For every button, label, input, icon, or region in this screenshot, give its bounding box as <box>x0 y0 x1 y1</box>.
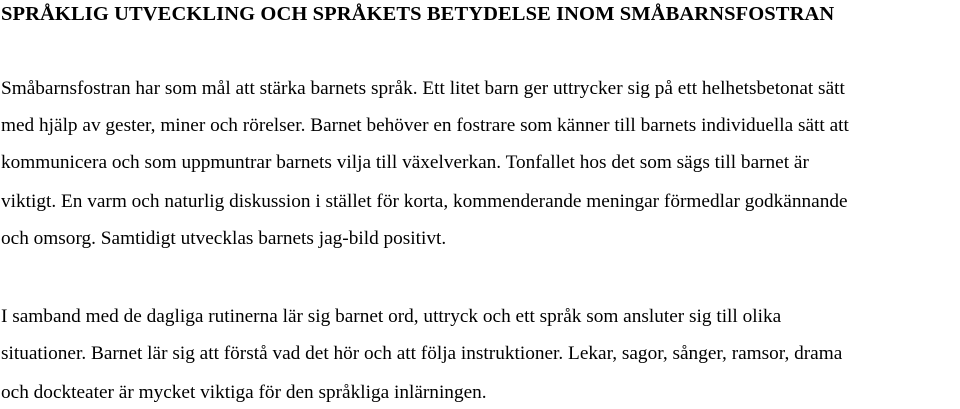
paragraph-line: situationer. Barnet lär sig att förstå vad det hör och att följa instruktioner. Lekar, sagor, sånger, ramsor, drama <box>1 343 843 364</box>
paragraph-line: och dockteater är mycket viktiga för den språkliga inlärningen. <box>1 382 487 403</box>
paragraph-line: med hjälp av gester, miner och rörelser. Barnet behöver en fostrare som känner till barnets individuella sätt att <box>1 115 849 136</box>
paragraph-line: kommunicera och som uppmuntrar barnets vilja till växelverkan. Tonfallet hos det som sägs till barnet är <box>1 152 809 173</box>
paragraph-line: och omsorg. Samtidigt utvecklas barnets jag-bild positivt. <box>1 228 447 249</box>
paragraph-line: viktigt. En varm och naturlig diskussion i stället för korta, kommenderande meningar förmedlar godkännande <box>1 191 848 212</box>
paragraph-line: I samband med de dagliga rutinerna lär sig barnet ord, uttryck och ett språk som ansluter sig till olika <box>1 306 782 327</box>
document-title: SPRÅKLIG UTVECKLING OCH SPRÅKETS BETYDELSE INOM SMÅBARNSFOSTRAN <box>1 3 835 25</box>
paragraph-line: Småbarnsfostran har som mål att stärka barnets språk. Ett litet barn ger uttrycker sig på ett helhetsbetonat sätt <box>1 78 845 99</box>
